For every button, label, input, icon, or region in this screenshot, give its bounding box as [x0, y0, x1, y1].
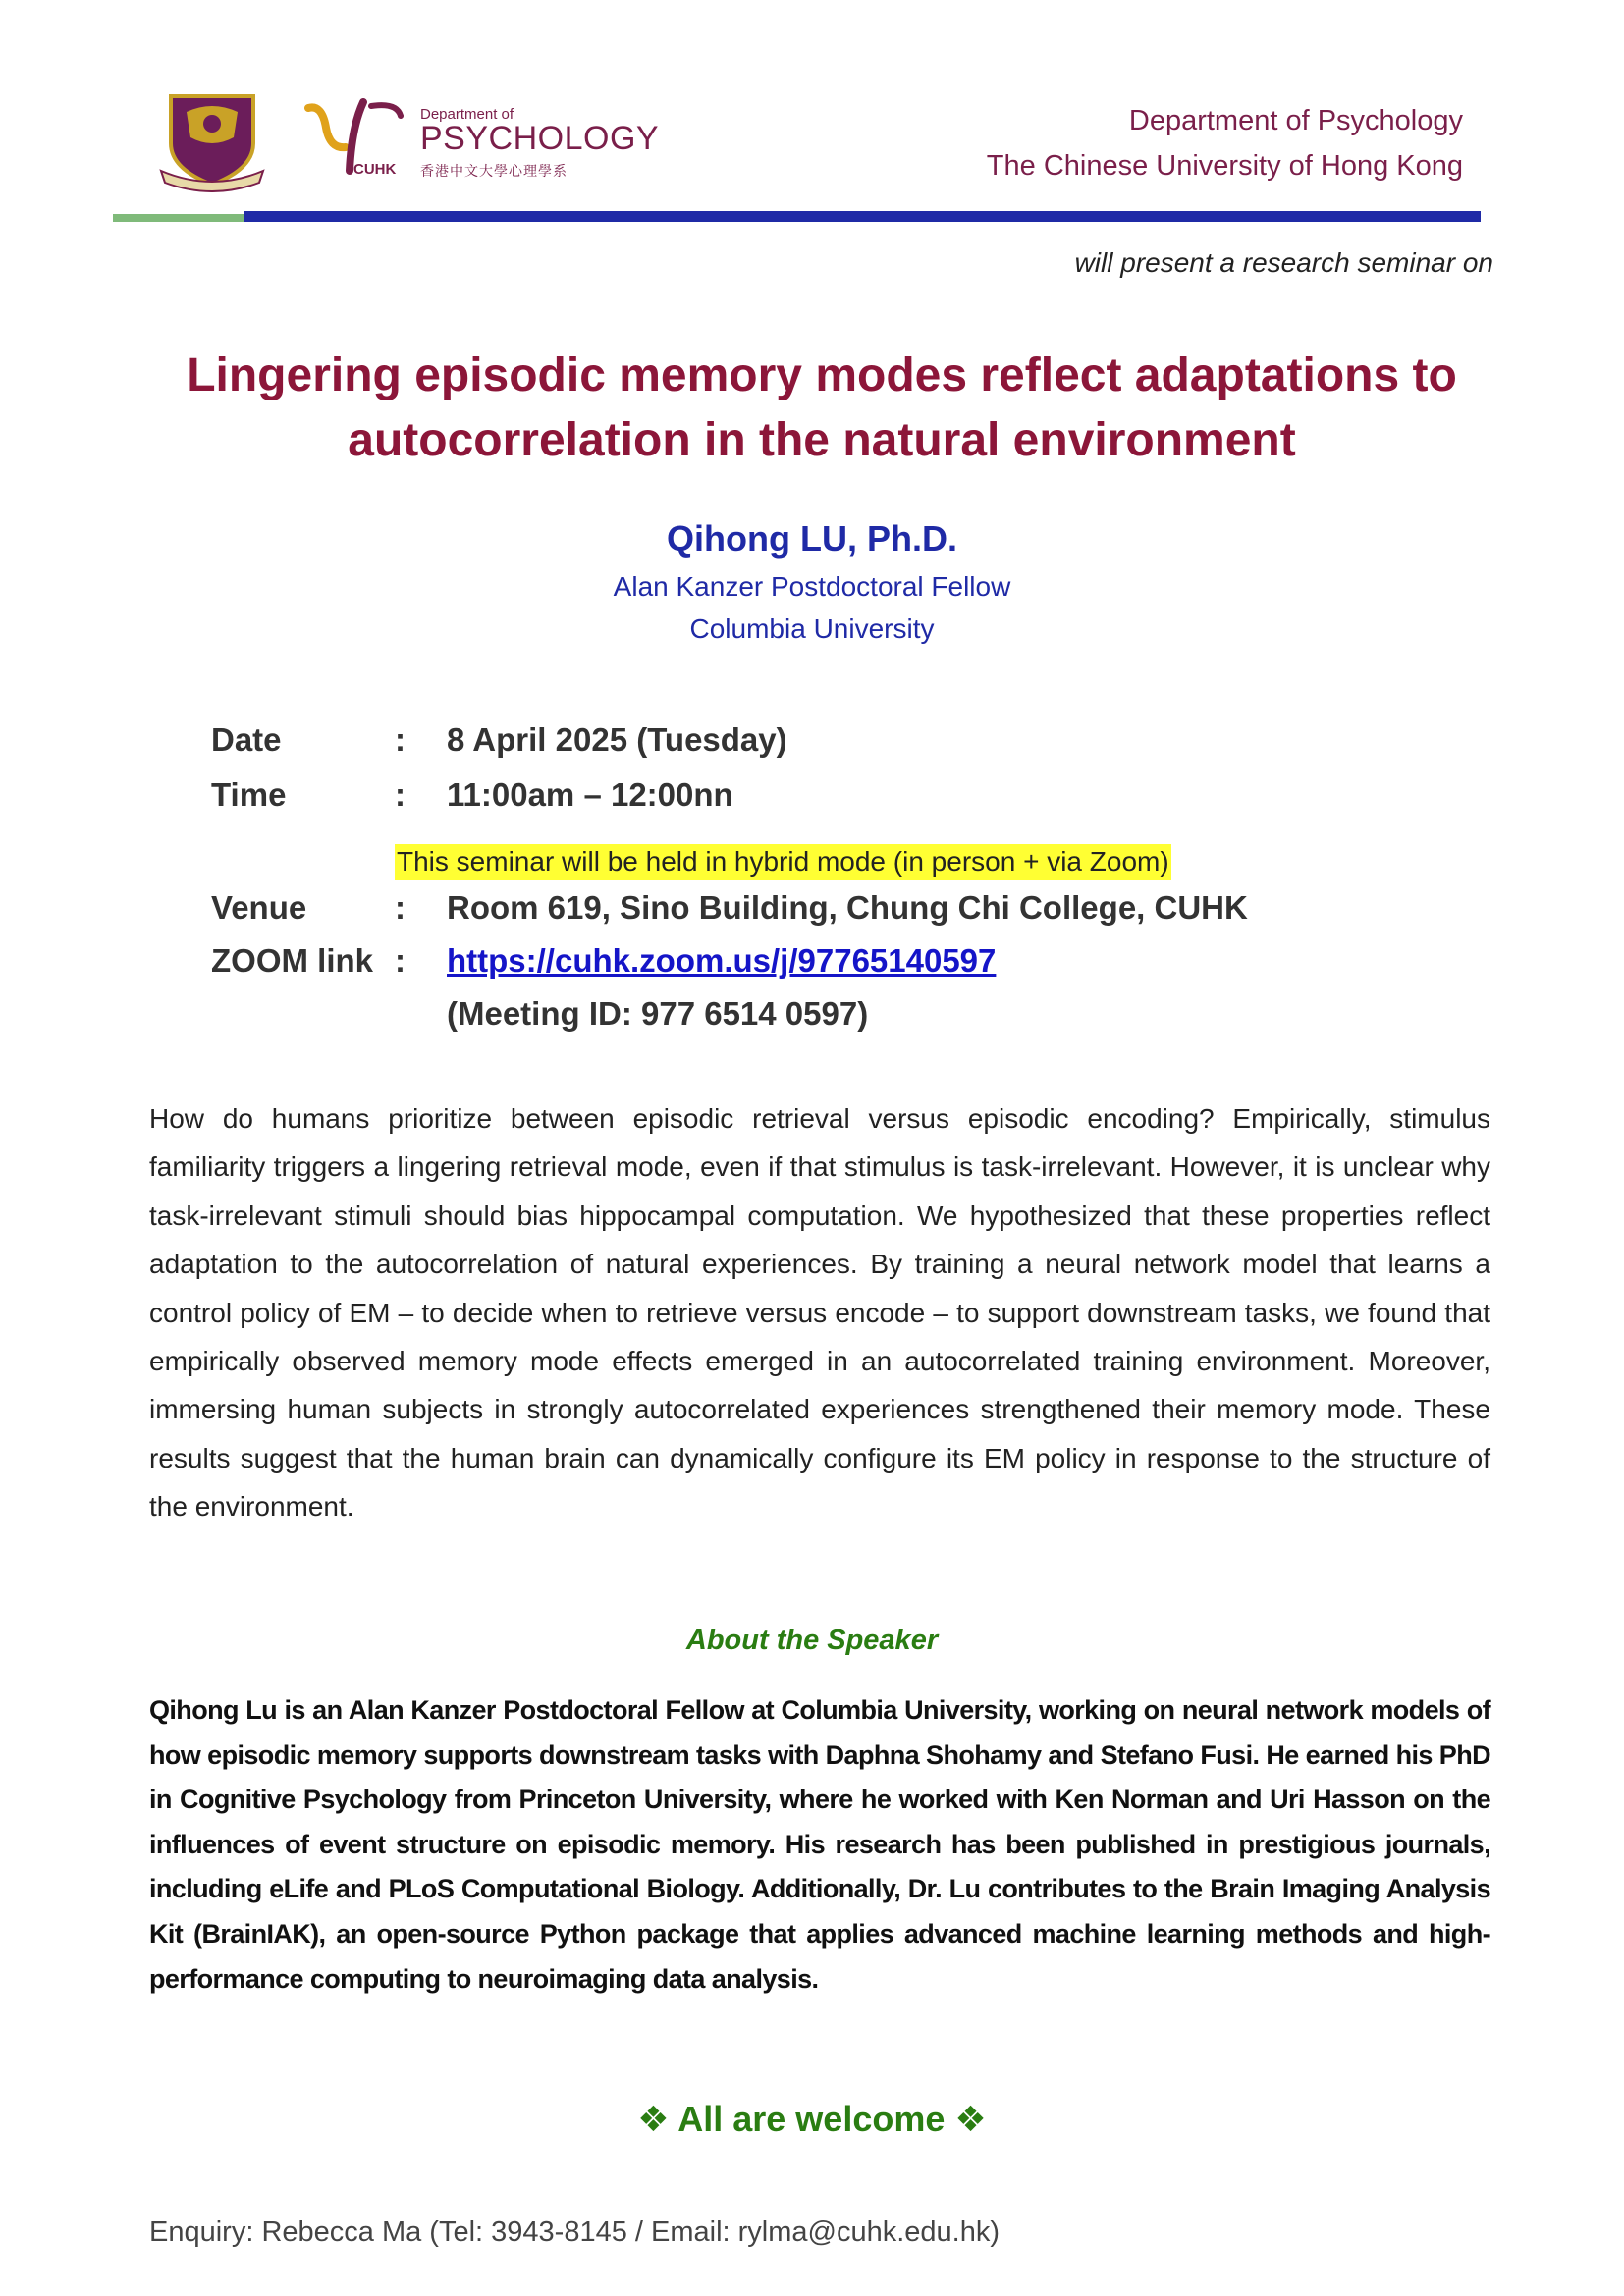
speaker-name: Qihong LU, Ph.D. — [667, 518, 957, 559]
date-label: Date — [211, 721, 282, 758]
zoom-label: ZOOM link — [211, 942, 373, 979]
meeting-id: (Meeting ID: 977 6514 0597) — [447, 995, 869, 1032]
zoom-link[interactable]: https://cuhk.zoom.us/j/97765140597 — [447, 942, 997, 979]
about-speaker-heading: About the Speaker — [685, 1625, 939, 1656]
department-heading — [987, 98, 1463, 188]
diamond-ornament-icon: ❖ — [954, 2099, 987, 2139]
speaker-position: Alan Kanzer Postdoctoral Fellow — [613, 571, 1011, 602]
title-line-2: autocorrelation in the natural environment — [348, 414, 1296, 466]
speaker-bio: Qihong Lu is an Alan Kanzer Postdoctoral Fellow at Columbia University, working on neural network models of how episodic memory supports downstream tasks with Daphna Shohamy and Stefano Fusi. He earned his PhD in Cognitive Psychology from Princeton University, where he worked with Ken Norman and Uri Hasson on the influences of event structure on episodic memory. His research has been published in prestigious journals, including eLife and PLoS Computational Biology. Additionally, Dr. Lu contributes to the Brain Imaging Analysis Kit (BrainIAK), an open-source Python package that applies advanced machine learning methods and high-performance computing to neuroimaging data analysis. — [149, 1695, 1490, 1994]
cuhk-crest-logo — [157, 90, 267, 192]
venue-label: Venue — [211, 889, 307, 926]
logo-chinese-name: 香港中文大學心理學系 — [420, 163, 568, 179]
university-name: The Chinese University of Hong Kong — [986, 150, 1463, 182]
welcome-text: All are welcome — [677, 2099, 946, 2139]
header-rule-green — [113, 214, 244, 222]
time-colon: : — [395, 776, 406, 813]
venue-colon: : — [395, 889, 406, 926]
title-line-1: Lingering episodic memory modes reflect adaptations to — [187, 349, 1457, 401]
hybrid-mode-note: This seminar will be held in hybrid mode (in person + via Zoom) — [395, 844, 1171, 880]
time-label: Time — [211, 776, 287, 813]
logo-cuhk: CUHK — [353, 161, 397, 178]
enquiry-contact: Enquiry: Rebecca Ma (Tel: 3943-8145 / Email: rylma@cuhk.edu.hk) — [149, 2216, 1000, 2248]
date-value: 8 April 2025 (Tuesday) — [447, 721, 787, 758]
speaker-affiliation: Columbia University — [689, 614, 935, 644]
logo-department-of: Department of — [420, 106, 514, 123]
welcome-line — [0, 2099, 1624, 2140]
intro-line: will present a research seminar on — [1074, 247, 1493, 278]
date-colon: : — [395, 721, 406, 758]
department-name: Department of Psychology — [1128, 105, 1463, 136]
zoom-colon: : — [395, 942, 406, 979]
abstract-paragraph: How do humans prioritize between episodic retrieval versus episodic encoding? Empirically, stimulus familiarity triggers a lingering retrieval mode, even if that stimulus is task-irrelevant. However, it is unclear why task-irrelevant stimuli should bias hippocampal computation. We hypothesized that these properties reflect adaptation to the autocorrelation of natural experiences. By training a neural network model that learns a control policy of EM – to decide when to retrieve versus encode – to support downstream tasks, we found that empirically observed memory mode effects emerged in an autocorrelated training environment. Moreover, immersing human subjects in strongly autocorrelated experiences strengthened their memory mode. These results suggest that the human brain can dynamically configure its EM policy in response to the structure of the environment. — [149, 1103, 1490, 1522]
seminar-title — [98, 344, 1545, 473]
psychology-department-logo — [302, 98, 660, 187]
logo-psychology: PSYCHOLOGY — [420, 120, 660, 157]
header-rule-blue — [244, 211, 1481, 222]
time-value: 11:00am – 12:00nn — [447, 776, 733, 813]
venue-value: Room 619, Sino Building, Chung Chi College, CUHK — [447, 889, 1248, 926]
diamond-ornament-icon: ❖ — [637, 2099, 670, 2139]
